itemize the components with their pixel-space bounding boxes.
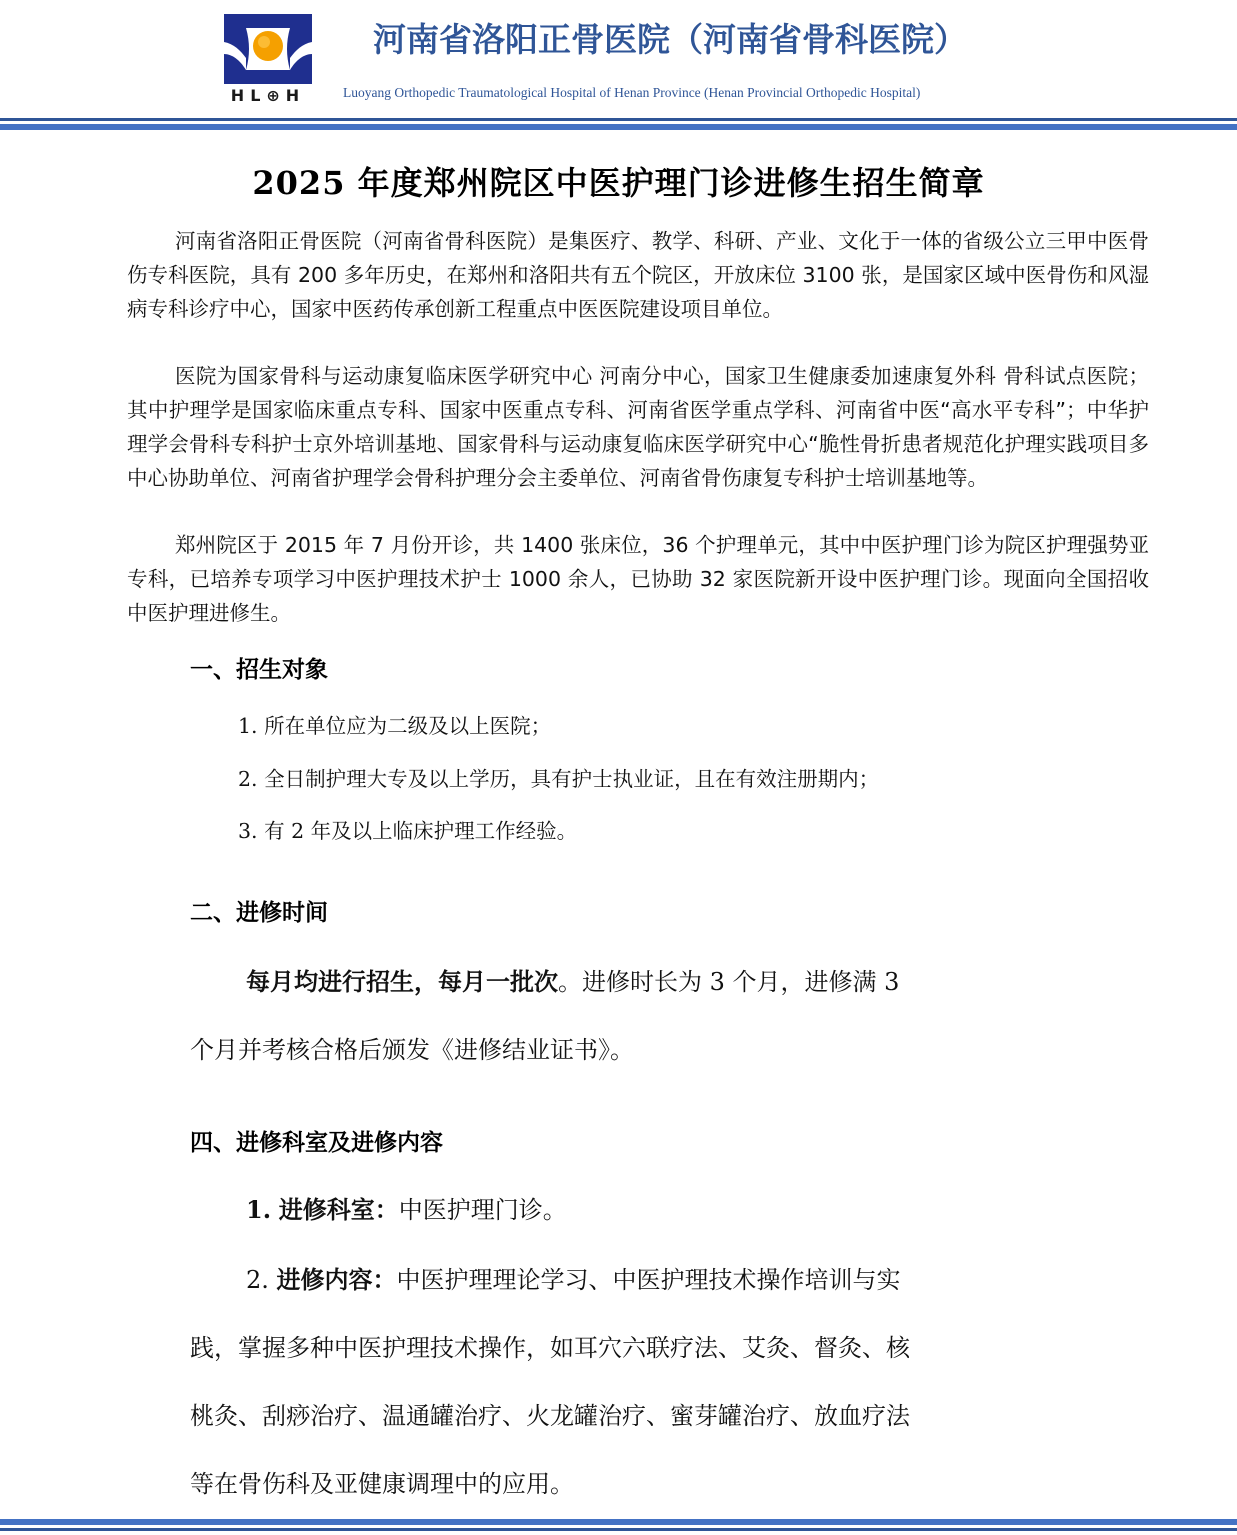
header-divider-thin [0, 118, 1237, 121]
study-period-line: 个月并考核合格后颁发《进修结业证书》。 [190, 1036, 634, 1064]
intro-paragraph: 医院为国家骨科与运动康复临床医学研究中心 河南分中心，国家卫生健康委加速康复外科 骨科试点医院；其中护理学是国家临床重点专科、国家中医重点专科、河南省医学重点学科、河南省中医“高水平专科”；中华护理学会骨科专科护士京外培训基地、国家骨科与运动康复临床医学研究中心“脆性骨折患者规范化护理实践项目多中心协助单位、河南省护理学会骨科护理分会主委单位、河南省骨伤康复专科护士培训基地等。 [127, 364, 1149, 490]
department-item [246, 1190, 567, 1225]
content-item-label: 进修内容： [276, 1265, 397, 1294]
study-period-line [246, 962, 899, 997]
footer-divider-thick [0, 1519, 1237, 1525]
content-item-line: 等在骨伤科及亚健康调理中的应用。 [190, 1470, 574, 1498]
section-heading-admission-target: 一、招生对象 [190, 656, 328, 683]
document-title: 2025 年度郑州院区中医护理门诊进修生招生简章 [252, 164, 985, 202]
study-period-bold-lead: 每月均进行招生，每月一批次 [246, 967, 558, 996]
content-item-line: 桃灸、刮痧治疗、温通罐治疗、火龙罐治疗、蜜芽罐治疗、放血疗法 [190, 1402, 910, 1430]
department-item-label: 进修科室： [278, 1195, 399, 1224]
department-item-text: 中医护理门诊。 [398, 1196, 567, 1224]
hospital-name-cn: 河南省洛阳正骨医院（河南省骨科医院） [373, 20, 967, 59]
hospital-name-en: Luoyang Orthopedic Traumatological Hospital of Henan Province (Henan Provincial Orthopedic Hospital) [343, 85, 921, 100]
requirement-item: 1. 所在单位应为二级及以上医院； [238, 714, 552, 738]
hospital-logo-emblem [220, 12, 316, 86]
letterhead [0, 0, 1237, 116]
content-item-number: 2. [246, 1266, 269, 1294]
footer-divider-thin [0, 1528, 1237, 1531]
intro-paragraph: 郑州院区于 2015 年 7 月份开诊，共 1400 张床位，36 个护理单元，其中中医护理门诊为院区护理强势亚专科，已培养专项学习中医护理技术护士 1000 余人，已协助 32 家医院新开设中医护理门诊。现面向全国招收中医护理进修生。 [127, 533, 1149, 625]
requirement-item: 3. 有 2 年及以上临床护理工作经验。 [238, 819, 578, 843]
content-item-line: 践，掌握多种中医护理技术操作，如耳穴六联疗法、艾灸、督灸、核 [190, 1334, 910, 1362]
content-item [246, 1260, 901, 1295]
section-heading-study-period: 二、进修时间 [190, 899, 328, 926]
content-item-text: 中医护理理论学习、中医护理技术操作培训与实 [396, 1266, 901, 1294]
logo-letters: HL⊕H [230, 86, 306, 105]
intro-paragraph: 河南省洛阳正骨医院（河南省骨科医院）是集医疗、教学、科研、产业、文化于一体的省级公立三甲中医骨伤专科医院，具有 200 多年历史，在郑州和洛阳共有五个院区，开放床位 3100 张，是国家区域中医骨伤和风湿病专科诊疗中心，国家中医药传承创新工程重点中医医院建设项目单位。 [127, 229, 1149, 321]
header-divider-thick [0, 124, 1237, 130]
department-item-number: 1. [246, 1195, 272, 1224]
study-period-text: 。进修时长为 3 个月，进修满 3 [558, 968, 900, 996]
section-heading-department-content: 四、进修科室及进修内容 [190, 1129, 443, 1156]
hospital-logo [220, 12, 316, 104]
requirement-item: 2. 全日制护理大专及以上学历，具有护士执业证，且在有效注册期内； [238, 767, 880, 791]
